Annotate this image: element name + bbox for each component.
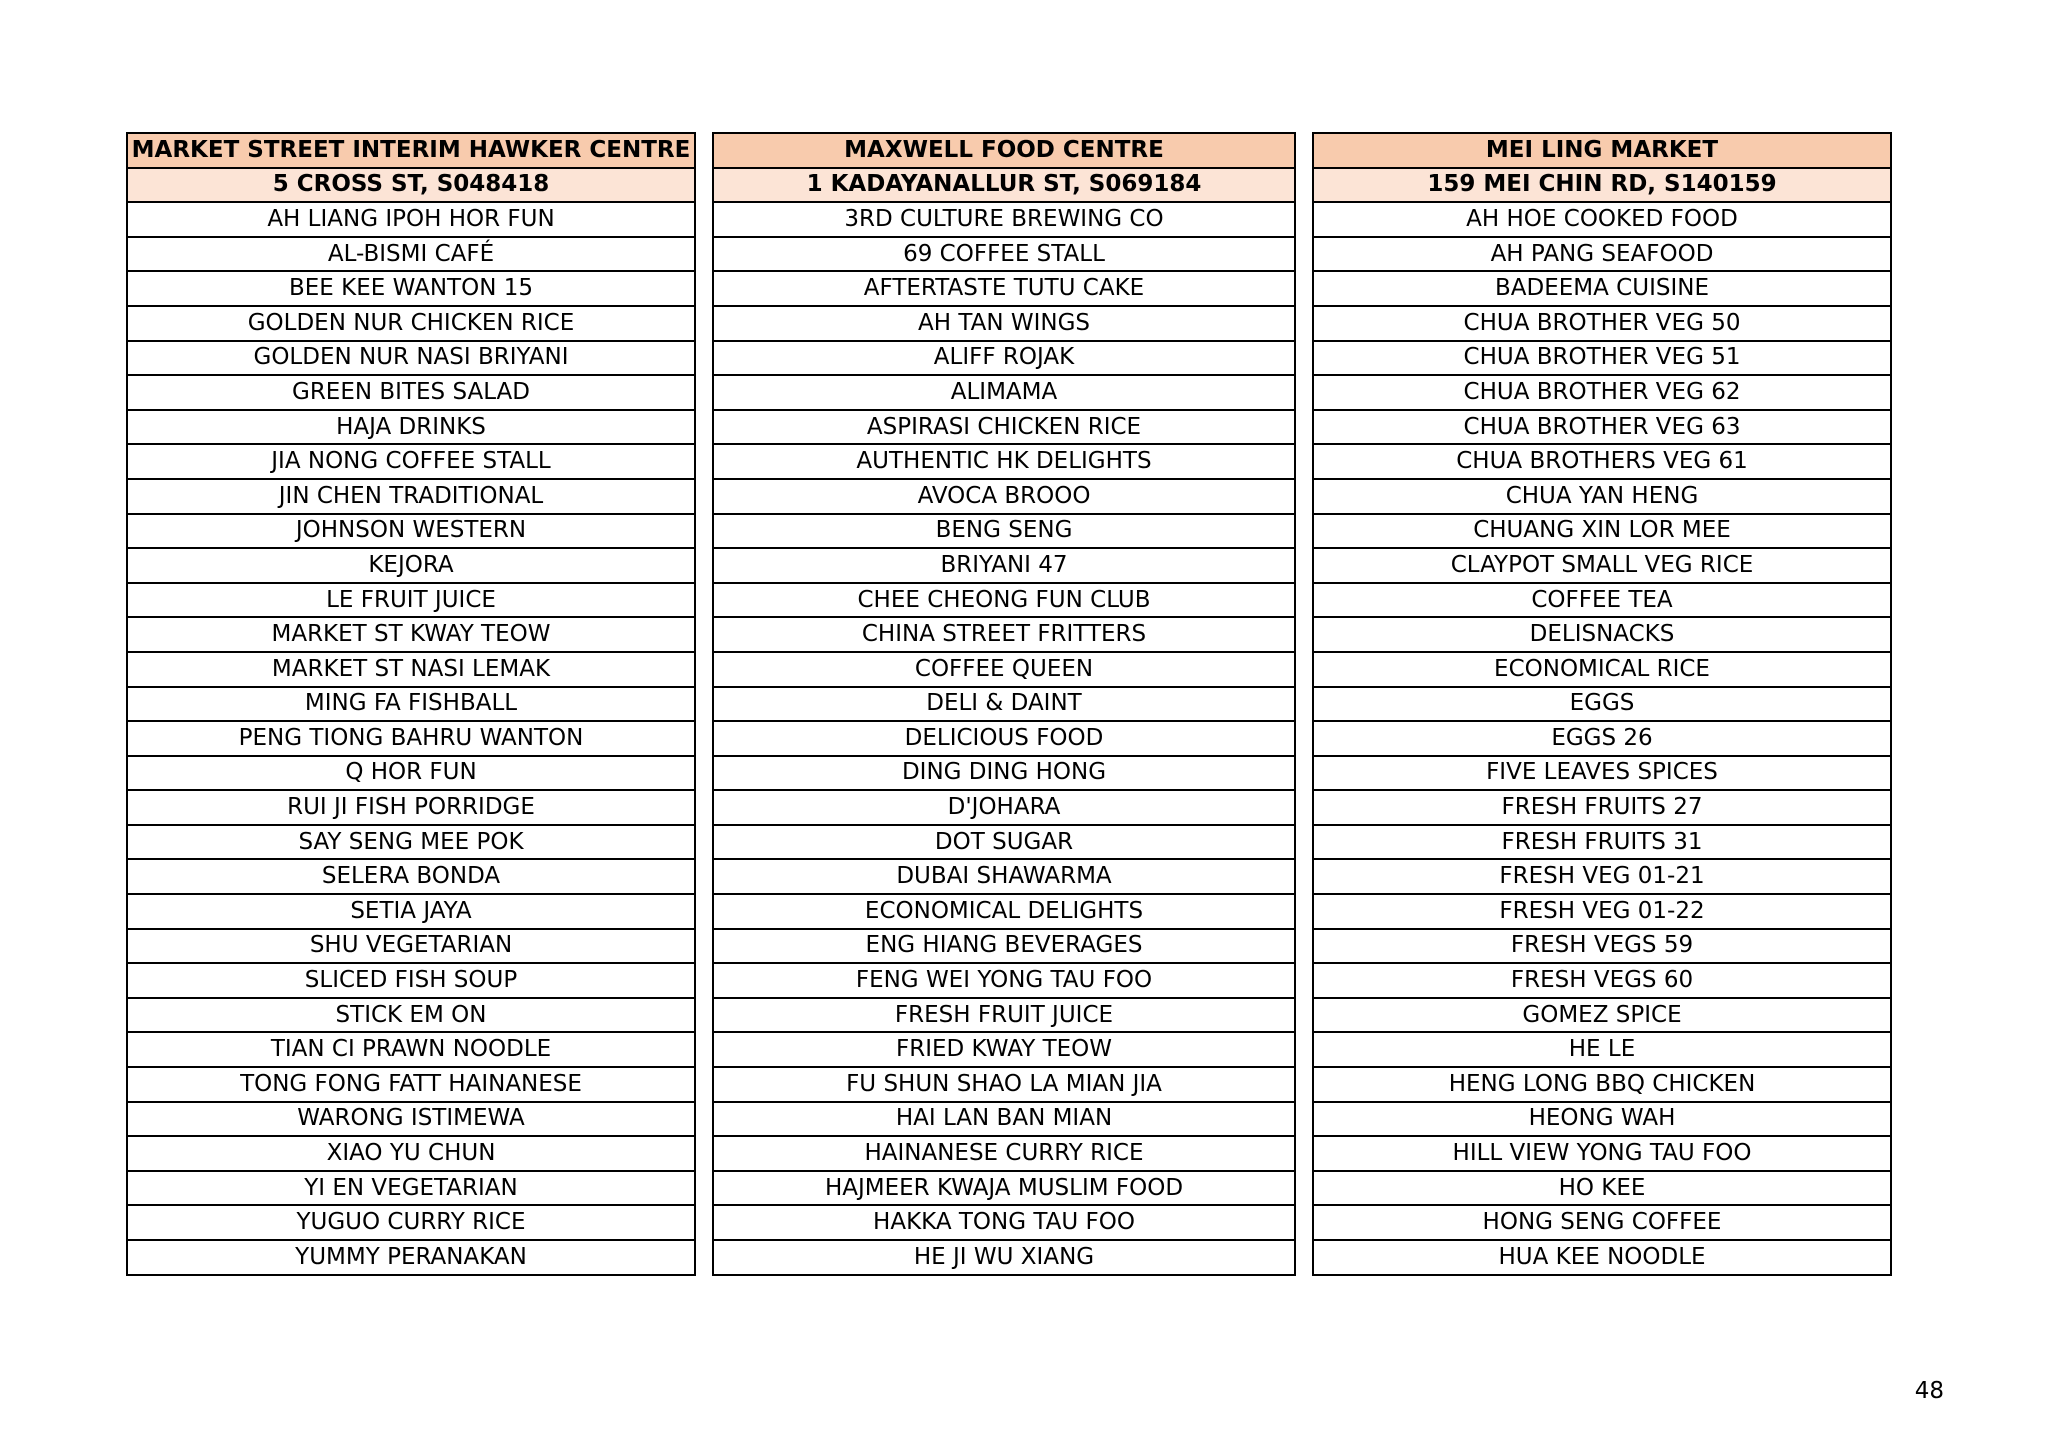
table-row [1313,444,1891,479]
table-row [127,652,695,687]
stall-name: YUGUO CURRY RICE [127,1205,695,1240]
table-row [127,237,695,272]
table-row [1313,652,1891,687]
stall-name: YUMMY PERANAKAN [127,1240,695,1275]
table-row [127,341,695,376]
table-row [1313,1240,1891,1275]
table-row [713,1240,1295,1275]
table-row [1313,1205,1891,1240]
stall-name: ECONOMICAL RICE [1313,652,1891,687]
stall-name: HAKKA TONG TAU FOO [713,1205,1295,1240]
table-row [1313,1136,1891,1171]
table-row [1313,479,1891,514]
table-row [713,583,1295,618]
stall-name: FIVE LEAVES SPICES [1313,756,1891,791]
table-row [127,825,695,860]
stall-name: SETIA JAYA [127,894,695,929]
stall-name: BADEEMA CUISINE [1313,271,1891,306]
stall-name: ASPIRASI CHICKEN RICE [713,410,1295,445]
stall-name: HAINANESE CURRY RICE [713,1136,1295,1171]
stall-name: DELI & DAINT [713,687,1295,722]
table-title-row [713,133,1295,168]
table-row [127,1102,695,1137]
stall-name: GOLDEN NUR CHICKEN RICE [127,306,695,341]
stall-name: ALIMAMA [713,375,1295,410]
table-row [713,756,1295,791]
stall-name: STICK EM ON [127,998,695,1033]
table-row [713,306,1295,341]
table-row [713,1136,1295,1171]
table-title-row [127,133,695,168]
stall-name: GOLDEN NUR NASI BRIYANI [127,341,695,376]
table-row [127,617,695,652]
table-body [713,133,1295,1275]
table-row [1313,375,1891,410]
stall-name: AUTHENTIC HK DELIGHTS [713,444,1295,479]
table-address-row [1313,168,1891,203]
table-address: 159 MEI CHIN RD, S140159 [1313,168,1891,203]
table-row [127,410,695,445]
stall-name: ENG HIANG BEVERAGES [713,929,1295,964]
table-row [127,894,695,929]
table-row [713,963,1295,998]
stall-name: DING DING HONG [713,756,1295,791]
table-row [713,687,1295,722]
table-row [1313,410,1891,445]
stall-name: CHUA BROTHER VEG 51 [1313,341,1891,376]
stall-name: COFFEE TEA [1313,583,1891,618]
stall-name: BRIYANI 47 [713,548,1295,583]
table-address: 5 CROSS ST, S048418 [127,168,695,203]
table-row [127,790,695,825]
stall-name: MARKET ST NASI LEMAK [127,652,695,687]
stall-name: 69 COFFEE STALL [713,237,1295,272]
stall-name: COFFEE QUEEN [713,652,1295,687]
table-row [1313,514,1891,549]
stall-name: Q HOR FUN [127,756,695,791]
page-number: 48 [1914,1378,1944,1404]
stall-name: HAJA DRINKS [127,410,695,445]
stall-name: TIAN CI PRAWN NOODLE [127,1032,695,1067]
stall-name: CLAYPOT SMALL VEG RICE [1313,548,1891,583]
mei-ling-market-table [1312,132,1892,1276]
stall-name: DELISNACKS [1313,617,1891,652]
table-row [1313,1032,1891,1067]
table-row [1313,202,1891,237]
stall-name: DELICIOUS FOOD [713,721,1295,756]
table-row [1313,929,1891,964]
stall-name: HUA KEE NOODLE [1313,1240,1891,1275]
table-address: 1 KADAYANALLUR ST, S069184 [713,168,1295,203]
stall-name: JIN CHEN TRADITIONAL [127,479,695,514]
table-row [713,548,1295,583]
table-row [1313,825,1891,860]
stall-name: BEE KEE WANTON 15 [127,271,695,306]
table-row [127,1240,695,1275]
table-row [713,1032,1295,1067]
stall-name: AVOCA BROOO [713,479,1295,514]
stall-name: HE JI WU XIANG [713,1240,1295,1275]
stall-name: HENG LONG BBQ CHICKEN [1313,1067,1891,1102]
stall-name: CHUA BROTHER VEG 63 [1313,410,1891,445]
table-address-row [713,168,1295,203]
table-row [713,202,1295,237]
table-title: MAXWELL FOOD CENTRE [713,133,1295,168]
table-title: MARKET STREET INTERIM HAWKER CENTRE [127,133,695,168]
table-body [1313,133,1891,1275]
stall-name: YI EN VEGETARIAN [127,1171,695,1206]
stall-name: GREEN BITES SALAD [127,375,695,410]
table-row [127,514,695,549]
stall-name: JOHNSON WESTERN [127,514,695,549]
stall-name: FRESH VEG 01-22 [1313,894,1891,929]
stall-name: MARKET ST KWAY TEOW [127,617,695,652]
table-row [713,1067,1295,1102]
table-row [127,444,695,479]
table-row [713,825,1295,860]
market-street-table [126,132,696,1276]
table-row [127,479,695,514]
table-row [1313,271,1891,306]
table-row [1313,1171,1891,1206]
stall-name: GOMEZ SPICE [1313,998,1891,1033]
stall-name: FRESH VEGS 59 [1313,929,1891,964]
table-row [713,1205,1295,1240]
table-row [127,687,695,722]
stall-name: JIA NONG COFFEE STALL [127,444,695,479]
stall-name: LE FRUIT JUICE [127,583,695,618]
table-row [1313,963,1891,998]
table-row [127,1136,695,1171]
stall-name: KEJORA [127,548,695,583]
stall-name: EGGS 26 [1313,721,1891,756]
table-row [713,1102,1295,1137]
table-row [1313,756,1891,791]
stall-name: RUI JI FISH PORRIDGE [127,790,695,825]
stall-name: SAY SENG MEE POK [127,825,695,860]
table-row [127,963,695,998]
table-row [713,479,1295,514]
table-row [127,583,695,618]
stall-name: CHUA YAN HENG [1313,479,1891,514]
stall-name: HO KEE [1313,1171,1891,1206]
table-row [713,410,1295,445]
table-row [1313,617,1891,652]
table-row [127,202,695,237]
stall-name: AH LIANG IPOH HOR FUN [127,202,695,237]
stall-name: 3RD CULTURE BREWING CO [713,202,1295,237]
stall-name: HONG SENG COFFEE [1313,1205,1891,1240]
stall-name: DOT SUGAR [713,825,1295,860]
table-row [127,721,695,756]
stall-name: AL-BISMI CAFÉ [127,237,695,272]
table-row [127,548,695,583]
table-row [127,306,695,341]
table-row [713,721,1295,756]
table-row [713,237,1295,272]
stall-name: FRESH FRUIT JUICE [713,998,1295,1033]
table-title: MEI LING MARKET [1313,133,1891,168]
stall-name: AH PANG SEAFOOD [1313,237,1891,272]
stall-name: HILL VIEW YONG TAU FOO [1313,1136,1891,1171]
table-row [127,375,695,410]
table-row [713,652,1295,687]
stall-name: HE LE [1313,1032,1891,1067]
stall-name: HEONG WAH [1313,1102,1891,1137]
table-title-row [1313,133,1891,168]
stall-name: AH HOE COOKED FOOD [1313,202,1891,237]
stall-name: D'JOHARA [713,790,1295,825]
table-row [1313,1102,1891,1137]
table-row [127,271,695,306]
stall-name: FRESH VEGS 60 [1313,963,1891,998]
stall-name: AFTERTASTE TUTU CAKE [713,271,1295,306]
stall-name: WARONG ISTIMEWA [127,1102,695,1137]
stall-name: HAI LAN BAN MIAN [713,1102,1295,1137]
table-row [1313,306,1891,341]
stall-name: TONG FONG FATT HAINANESE [127,1067,695,1102]
table-row [713,998,1295,1033]
stall-name: CHUA BROTHERS VEG 61 [1313,444,1891,479]
stall-name: XIAO YU CHUN [127,1136,695,1171]
table-row [1313,859,1891,894]
stall-name: FRESH FRUITS 27 [1313,790,1891,825]
stall-name: CHUA BROTHER VEG 62 [1313,375,1891,410]
table-row [1313,721,1891,756]
table-row [713,514,1295,549]
table-row [127,1171,695,1206]
stall-name: DUBAI SHAWARMA [713,859,1295,894]
table-row [127,1067,695,1102]
table-row [1313,583,1891,618]
table-row [713,1171,1295,1206]
stall-name: PENG TIONG BAHRU WANTON [127,721,695,756]
stall-name: FRIED KWAY TEOW [713,1032,1295,1067]
stall-name: AH TAN WINGS [713,306,1295,341]
table-row [1313,894,1891,929]
stall-name: FU SHUN SHAO LA MIAN JIA [713,1067,1295,1102]
table-row [1313,548,1891,583]
stall-name: CHUANG XIN LOR MEE [1313,514,1891,549]
table-row [713,894,1295,929]
table-row [127,1032,695,1067]
table-row [1313,687,1891,722]
stall-name: CHINA STREET FRITTERS [713,617,1295,652]
table-row [713,929,1295,964]
table-row [1313,790,1891,825]
table-row [713,444,1295,479]
table-row [713,341,1295,376]
maxwell-food-centre-table [712,132,1296,1276]
stall-name: BENG SENG [713,514,1295,549]
stall-name: ALIFF ROJAK [713,341,1295,376]
table-row [713,375,1295,410]
table-row [713,859,1295,894]
stall-name: FRESH VEG 01-21 [1313,859,1891,894]
table-row [127,756,695,791]
stall-name: ECONOMICAL DELIGHTS [713,894,1295,929]
table-row [1313,1067,1891,1102]
table-row [1313,341,1891,376]
stall-name: HAJMEER KWAJA MUSLIM FOOD [713,1171,1295,1206]
table-row [713,790,1295,825]
table-row [1313,237,1891,272]
table-row [127,859,695,894]
table-address-row [127,168,695,203]
table-body [127,133,695,1275]
stall-name: EGGS [1313,687,1891,722]
stall-name: SHU VEGETARIAN [127,929,695,964]
stall-name: MING FA FISHBALL [127,687,695,722]
table-row [1313,998,1891,1033]
stall-name: SELERA BONDA [127,859,695,894]
table-row [713,271,1295,306]
stall-name: FRESH FRUITS 31 [1313,825,1891,860]
stall-name: CHUA BROTHER VEG 50 [1313,306,1891,341]
table-row [127,1205,695,1240]
table-row [127,929,695,964]
table-row [127,998,695,1033]
table-row [713,617,1295,652]
stall-name: FENG WEI YONG TAU FOO [713,963,1295,998]
stall-name: CHEE CHEONG FUN CLUB [713,583,1295,618]
stall-name: SLICED FISH SOUP [127,963,695,998]
